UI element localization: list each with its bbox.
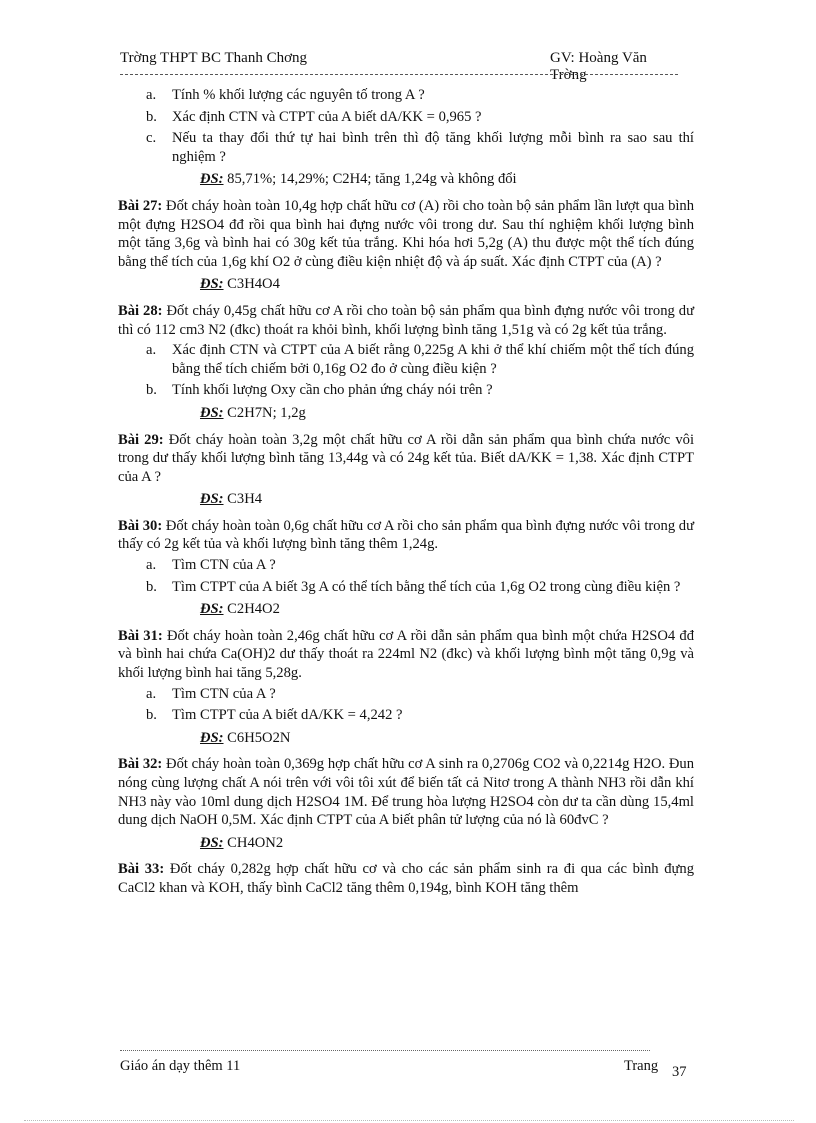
answer-27: ĐS: C3H4O4 [200,276,280,293]
page-edge-divider [24,1120,794,1121]
footer-page-number: 37 [672,1064,687,1080]
problem-31-a: a. Tìm CTN của A ? [146,685,276,702]
answer-28: ĐS: C2H7N; 1,2g [200,404,306,421]
problem-29: Bài 29: Đốt cháy hoàn toàn 3,2g một chất hữu cơ A rồi dẫn sản phẩm qua bình chứa nước vôi trong dư thấy khối lượng bình tăng 13,44g và có 24g kết tủa. Biết dA/KK = 1,38. Xác định CTPT của A ? [118,431,695,485]
item-c: c. Nếu ta thay đổi thứ tự hai bình trên thì độ tăng khối lượng mỗi bình ra sao sau thí nghiệm ? [146,130,694,165]
problem-33: Bài 33: Đốt cháy 0,282g hợp chất hữu cơ và cho các sản phẩm sinh ra đi qua các bình đựng CaCl2 khan và KOH, thấy bình CaCl2 tăng thêm 0,194g, bình KOH tăng thêm [118,861,695,896]
item-a: a. Tính % khối lượng các nguyên tố trong A ? [146,87,425,103]
header-divider [120,74,678,75]
document-body [118,84,694,898]
answer-prev: ĐS: 85,71%; 14,29%; C2H4; tăng 1,24g và không đổi [200,171,517,188]
answer-30: ĐS: C2H4O2 [200,601,280,618]
item-b: b. Xác định CTN và CTPT của A biết dA/KK = 0,965 ? [146,108,482,125]
problem-28: Bài 28: Đốt cháy 0,45g chất hữu cơ A rồi cho toàn bộ sản phẩm qua bình đựng nước vôi trong dư thì có 112 cm3 N2 (đkc) thoát ra khỏi bình, khối lượng bình tăng 1,51g và có 2g kết tủa trắng. [118,302,694,338]
problem-30-b: b. Tìm CTPT của A biết 3g A có thể tích bằng thể tích của 1,6g O2 trong cùng điều kiện ? [146,578,681,595]
answer-31: ĐS: C6H5O2N [200,729,291,746]
problem-32: Bài 32: Đốt cháy hoàn toàn 0,369g hợp chất hữu cơ A sinh ra 0,2706g CO2 và 0,2214g H2O. Đun nóng cùng lượng chất A nói trên với vôi tôi xút để biến tất cả Nitơ trong A thành NH3 rồi dẫn khí NH3 này vào 10ml dung dịch H2SO4 1M. Để trung hòa lượng H2SO4 còn dư ta cần dùng 15,4ml dung dịch NaOH 0,5M. Xác định CTPT của A biết phân tử lượng của nó là 60đvC ? [118,756,695,829]
problem-30: Bài 30: Đốt cháy hoàn toàn 0,6g chất hữu cơ A rồi cho sản phẩm qua bình đựng nước vôi trong dư thấy có 2g kết tủa và khối lượng bình tăng thêm 1,24g. [118,517,695,553]
problem-27: Bài 27: Đốt cháy hoàn toàn 10,4g hợp chất hữu cơ (A) rồi cho toàn bộ sản phẩm lần lượt qua bình một đựng H2SO4 đđ rồi qua bình hai đựng nước vôi trong dư. Sau thí nghiệm khối lượng bình một tăng 3,6g và bình hai có 30g kết tủa trắng. Khi hóa hơi 5,2g (A) thu được một thể tích đúng bằng thể tích của 1,6g khí O2 ở cùng điều kiện nhiệt độ và áp suất. Xác định CTPT của (A) ? [118,197,695,270]
problem-28-b: b. Tính khối lượng Oxy cần cho phản ứng cháy nói trên ? [146,382,493,399]
problem-31-b: b. Tìm CTPT của A biết dA/KK = 4,242 ? [146,707,403,724]
footer-page-label: Trang [624,1058,659,1074]
answer-29: ĐS: C3H4 [200,491,263,508]
footer-title: Giáo án dạy thêm 11 [120,1058,241,1074]
answer-32: ĐS: CH4ON2 [200,834,284,851]
problem-30-a: a. Tìm CTN của A ? [146,557,276,574]
footer-divider [120,1050,650,1051]
header-teacher: GV: Hoàng Văn Trờng [550,50,647,83]
header-school: Trờng THPT BC Thanh Chơng [120,50,308,66]
problem-28-a: a. Xác định CTN và CTPT của A biết rằng 0,225g A khi ở thể khí chiếm một thể tích đúng bằng thể tích chiếm bởi 0,16g O2 đo ở cùng điều kiện ? [146,342,694,377]
problem-31: Bài 31: Đốt cháy hoàn toàn 2,46g chất hữu cơ A rồi dẫn sản phẩm qua bình một chứa H2SO4 đđ và bình hai chứa Ca(OH)2 dư thấy thoát ra 224ml N2 (đkc) và khối lượng bình một tăng 0,9g và khối lượng bình hai tăng 5,28g. [118,627,695,682]
